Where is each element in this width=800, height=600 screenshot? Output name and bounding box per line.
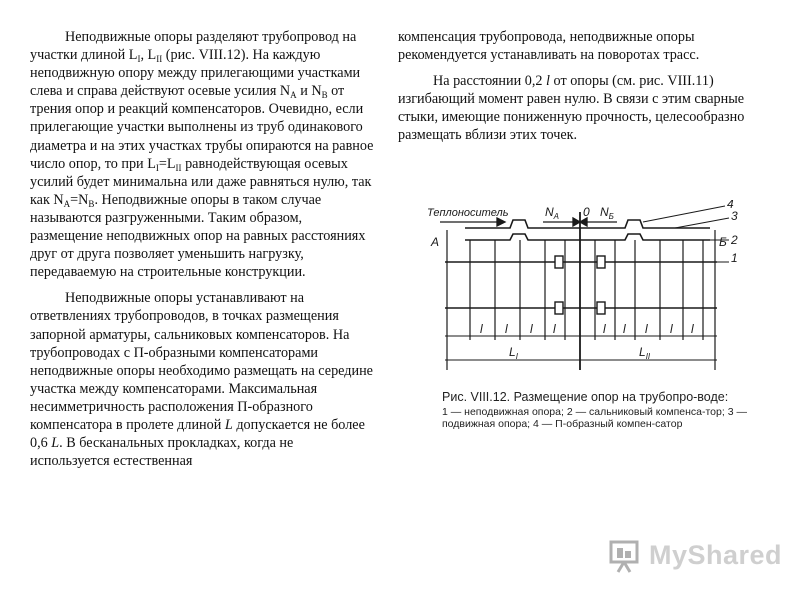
span-label: l (530, 322, 533, 336)
label-3: 3 (731, 209, 738, 223)
dimension-l2: $L_{II}$ (639, 345, 651, 361)
pipeline-supports-diagram (425, 200, 755, 385)
label-4: 4 (727, 200, 734, 211)
presentation-icon (607, 538, 643, 574)
caption-title: Рис. VIII.12. Размещение опор на трубопро-воде: (442, 390, 729, 404)
label-zero: 0 (583, 205, 590, 219)
flow-arrow-head (497, 218, 505, 226)
label-2: 2 (731, 233, 738, 247)
span-label: l (603, 322, 606, 336)
label-nb: $N_Б$ (600, 205, 614, 221)
paragraph-continuation: компенсация трубопровода, неподвижные опоры рекомендуется устанавливать на поворотах трасс. (398, 29, 700, 64)
paragraph-fixed-supports: Неподвижные опоры разделяют трубопровод на участки длиной $L_I$, $L_{II}$ (рис. VIII.12). На каждую неподвижную опору между прилегающими участками слева и справа действуют осевые усилия $N_A$ и $N_B$ от трения опор и реакций компенсаторов. Очевидно, если прилегающие участки выполнены из труб одинакового диаметра и на этих участках трубы опираются на равное число опор, то при $L_I=L_{II}$ равнодействующая осевых усилий будет минимальна или даже равняться нулю, так как $N_A=N_B$. Неподвижные опоры в таком случае называются разгруженными. Таким образом, размещение неподвижных опор на равных расстояниях друг от друга позволяет уменьшить нагрузку, передаваемую на строительные конструкции. (30, 29, 374, 281)
paragraph-bending-moment: На расстоянии 0,2 l от опоры (см. рис. VIII.11) изгибающий момент равен нулю. В связи с этим сварные стыки, имеющие пониженную прочность, целесообразно размещать вблизи этих точек. (398, 73, 745, 144)
span-label: l (645, 322, 648, 336)
span-label: l (505, 322, 508, 336)
span-label: l (480, 322, 483, 336)
span-label: l (553, 322, 556, 336)
pipe-bottom-line (465, 234, 710, 240)
right-column (398, 28, 773, 153)
label-na: $N_A$ (545, 205, 560, 221)
span-label: l (691, 322, 694, 336)
label-flow: Теплоноситель (427, 207, 509, 219)
label-end-b: Б (719, 235, 727, 249)
left-column (30, 28, 375, 478)
label-1: 1 (731, 251, 738, 265)
dimension-l1: $L_I$ (509, 345, 518, 361)
leader-lines (643, 206, 729, 262)
caption-legend: 1 — неподвижная опора; 2 — сальниковый компенса-тор; 3 — подвижная опора; 4 — П-образный компен-сатор (442, 406, 747, 430)
figure-caption (442, 390, 762, 430)
force-nb-arrow-head (580, 218, 587, 226)
myshared-watermark (605, 538, 783, 578)
span-label: l (670, 322, 673, 336)
watermark-text: MyShared (649, 540, 783, 570)
label-end-a: A (431, 235, 440, 249)
paragraph-installation: Неподвижные опоры устанавливают на ответвлениях трубопроводов, в точках размещения запорной арматуры, сальниковых компенсаторов. На трубопроводах с П-образными компенсаторами неподвижные опоры необходимо размещать на середине участка между компенсаторами. Максимальная несимметричность расположения П-образного компенсатора в пролете длиной L допускается не более 0,6 L. В бесканальных прокладках, когда не используется естественная (30, 290, 373, 470)
span-label: l (623, 322, 626, 336)
